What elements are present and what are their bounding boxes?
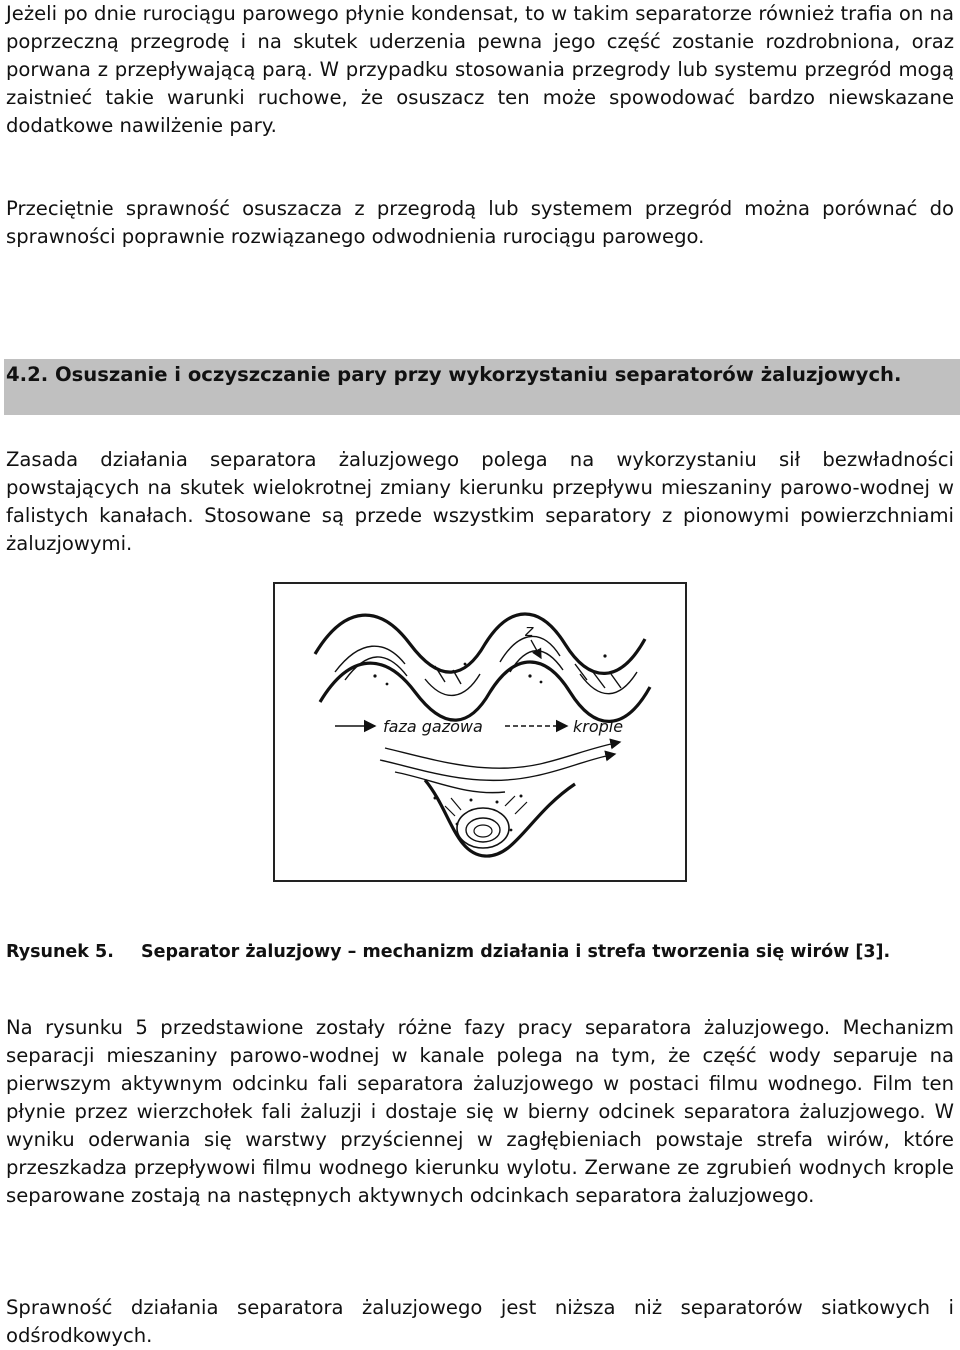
section-heading: 4.2. Osuszanie i oczyszczanie pary przy wykorzystaniu separatorów żaluzjowych. [6,363,902,386]
figure-caption-number: Rysunek 5. [6,942,114,962]
paragraph-figure-description: Na rysunku 5 przedstawione zostały różne fazy pracy separatora żaluzjowego. Mechanizm separacji mieszaniny parowo-wodnej w kanale polega na tym, że część wody separuje na pierwszym aktywnym odcinku fali separatora żaluzjowego w postaci filmu wodnego. Film ten płynie przez wierzchołek fali żaluzji i dostaje się w bierny odcinek separatora żaluzjowego. W wyniku oderwania się warstwy przyściennej w zagłębieniach powstaje strefa wirów, które przeszkadza przepływowi filmu wodnego kierunku wylotu. Zerwane ze zgrubień wodnych krople separowane zostają na następnych aktywnych odcinkach separatora żaluzjowego. [6,1016,954,1207]
label-z: z [525,621,534,640]
vortex-zone [380,742,620,856]
paragraph-efficiency: Przeciętnie sprawność osuszacza z przegrodą lub systemem przegród można porównać do sprawności poprawnie rozwiązanego odwodnienia rurociągu parowego. [6,197,954,248]
louver-plates [315,614,650,721]
droplet-marks [373,654,606,685]
paragraph-comparison: Sprawność działania separatora żaluzjowego jest niższa niż separatorów siatkowych i odśrodkowych. [6,1296,954,1347]
paragraph-principle: Zasada działania separatora żaluzjowego polega na wykorzystaniu sił bezwładności powstających na skutek wielokrotnej zmiany kierunku przepływu mieszaniny parowo-wodnej w falistych kanałach. Stosowane są przede wszystkim separatory z pionowymi powierzchniami żaluzjowymi. [6,448,954,555]
figure-caption-text: Separator żaluzjowy – mechanizm działania i strefa tworzenia się wirów [3]. [141,942,891,962]
louver-diagram [275,584,685,880]
label-gas-phase: faza gazowa [383,717,483,736]
figure-louver-separator [273,582,687,882]
label-drops: krople [573,717,624,736]
paragraph-condensate: Jeżeli po dnie rurociągu parowego płynie kondensat, to w takim separatorze również trafia on na poprzeczną przegrodę i na skutek uderzenia pewna jego część zostanie rozdrobniona, oraz porwana z przepływającą parą. W przypadku stosowania przegrody lub systemu przegród mogą zaistnieć takie warunki ruchowe, że osuszacz ten może spowodować bardzo niewskazane dodatkowe nawilżenie pary. [6,2,954,137]
